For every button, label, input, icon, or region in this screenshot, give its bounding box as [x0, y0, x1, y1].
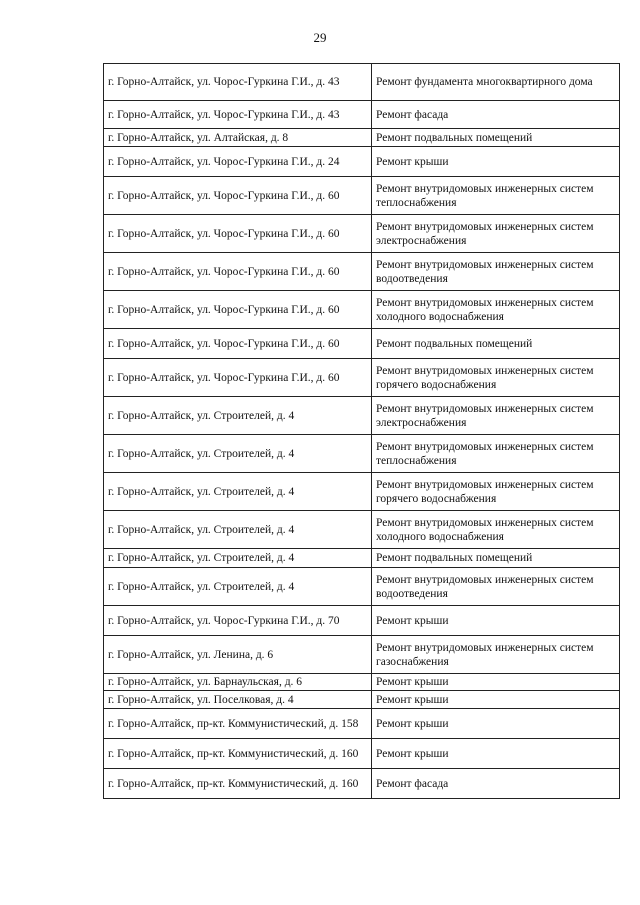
table-body [104, 64, 620, 799]
work-type-cell: Ремонт крыши [372, 606, 620, 636]
table-row [104, 397, 620, 435]
address-cell: г. Горно-Алтайск, ул. Поселковая, д. 4 [104, 691, 372, 709]
address-cell: г. Горно-Алтайск, пр-кт. Коммунистический, д. 160 [104, 769, 372, 799]
address-cell: г. Горно-Алтайск, пр-кт. Коммунистический, д. 158 [104, 709, 372, 739]
table-row [104, 435, 620, 473]
address-cell: г. Горно-Алтайск, ул. Чорос-Гуркина Г.И., д. 60 [104, 253, 372, 291]
table-row [104, 129, 620, 147]
table-row [104, 473, 620, 511]
work-type-cell: Ремонт крыши [372, 739, 620, 769]
address-cell: г. Горно-Алтайск, ул. Чорос-Гуркина Г.И., д. 43 [104, 101, 372, 129]
work-type-cell: Ремонт внутридомовых инженерных систем горячего водоснабжения [372, 473, 620, 511]
address-cell: г. Горно-Алтайск, ул. Строителей, д. 4 [104, 397, 372, 435]
work-type-cell: Ремонт внутридомовых инженерных систем теплоснабжения [372, 177, 620, 215]
page-number: 29 [313, 30, 327, 45]
address-cell: г. Горно-Алтайск, ул. Чорос-Гуркина Г.И., д. 60 [104, 215, 372, 253]
work-type-cell: Ремонт внутридомовых инженерных систем теплоснабжения [372, 435, 620, 473]
table-row [104, 709, 620, 739]
work-type-cell: Ремонт крыши [372, 691, 620, 709]
work-type-cell: Ремонт внутридомовых инженерных систем водоотведения [372, 253, 620, 291]
table-row [104, 215, 620, 253]
table-row [104, 568, 620, 606]
address-cell: г. Горно-Алтайск, ул. Чорос-Гуркина Г.И., д. 60 [104, 329, 372, 359]
table-row [104, 147, 620, 177]
work-type-cell: Ремонт внутридомовых инженерных систем горячего водоснабжения [372, 359, 620, 397]
table-row [104, 606, 620, 636]
address-cell: г. Горно-Алтайск, пр-кт. Коммунистический, д. 160 [104, 739, 372, 769]
address-cell: г. Горно-Алтайск, ул. Строителей, д. 4 [104, 435, 372, 473]
work-type-cell: Ремонт подвальных помещений [372, 129, 620, 147]
address-cell: г. Горно-Алтайск, ул. Чорос-Гуркина Г.И., д. 60 [104, 359, 372, 397]
address-cell: г. Горно-Алтайск, ул. Чорос-Гуркина Г.И., д. 24 [104, 147, 372, 177]
table-row [104, 101, 620, 129]
address-cell: г. Горно-Алтайск, ул. Чорос-Гуркина Г.И., д. 43 [104, 64, 372, 101]
work-type-cell: Ремонт подвальных помещений [372, 329, 620, 359]
address-cell: г. Горно-Алтайск, ул. Строителей, д. 4 [104, 511, 372, 549]
address-cell: г. Горно-Алтайск, ул. Строителей, д. 4 [104, 568, 372, 606]
work-type-cell: Ремонт внутридомовых инженерных систем электроснабжения [372, 215, 620, 253]
work-type-cell: Ремонт фасада [372, 101, 620, 129]
table-row [104, 329, 620, 359]
work-type-cell: Ремонт фундамента многоквартирного дома [372, 64, 620, 101]
address-cell: г. Горно-Алтайск, ул. Чорос-Гуркина Г.И., д. 60 [104, 177, 372, 215]
table-row [104, 769, 620, 799]
table-row [104, 359, 620, 397]
address-cell: г. Горно-Алтайск, ул. Барнаульская, д. 6 [104, 674, 372, 691]
address-cell: г. Горно-Алтайск, ул. Строителей, д. 4 [104, 473, 372, 511]
table-row [104, 64, 620, 101]
work-type-cell: Ремонт внутридомовых инженерных систем газоснабжения [372, 636, 620, 674]
table-row [104, 549, 620, 568]
work-type-cell: Ремонт крыши [372, 147, 620, 177]
table-row [104, 291, 620, 329]
work-type-cell: Ремонт крыши [372, 674, 620, 691]
work-type-cell: Ремонт подвальных помещений [372, 549, 620, 568]
table-row [104, 691, 620, 709]
address-cell: г. Горно-Алтайск, ул. Алтайская, д. 8 [104, 129, 372, 147]
address-cell: г. Горно-Алтайск, ул. Чорос-Гуркина Г.И., д. 70 [104, 606, 372, 636]
work-type-cell: Ремонт внутридомовых инженерных систем водоотведения [372, 568, 620, 606]
table-row [104, 511, 620, 549]
work-type-cell: Ремонт фасада [372, 769, 620, 799]
work-type-cell: Ремонт внутридомовых инженерных систем холодного водоснабжения [372, 511, 620, 549]
table-row [104, 177, 620, 215]
address-cell: г. Горно-Алтайск, ул. Ленина, д. 6 [104, 636, 372, 674]
work-type-cell: Ремонт крыши [372, 709, 620, 739]
work-type-cell: Ремонт внутридомовых инженерных систем электроснабжения [372, 397, 620, 435]
address-cell: г. Горно-Алтайск, ул. Строителей, д. 4 [104, 549, 372, 568]
address-cell: г. Горно-Алтайск, ул. Чорос-Гуркина Г.И., д. 60 [104, 291, 372, 329]
work-type-cell: Ремонт внутридомовых инженерных систем холодного водоснабжения [372, 291, 620, 329]
table-row [104, 253, 620, 291]
repair-works-table [103, 63, 620, 799]
table-row [104, 674, 620, 691]
table-row [104, 636, 620, 674]
table-row [104, 739, 620, 769]
